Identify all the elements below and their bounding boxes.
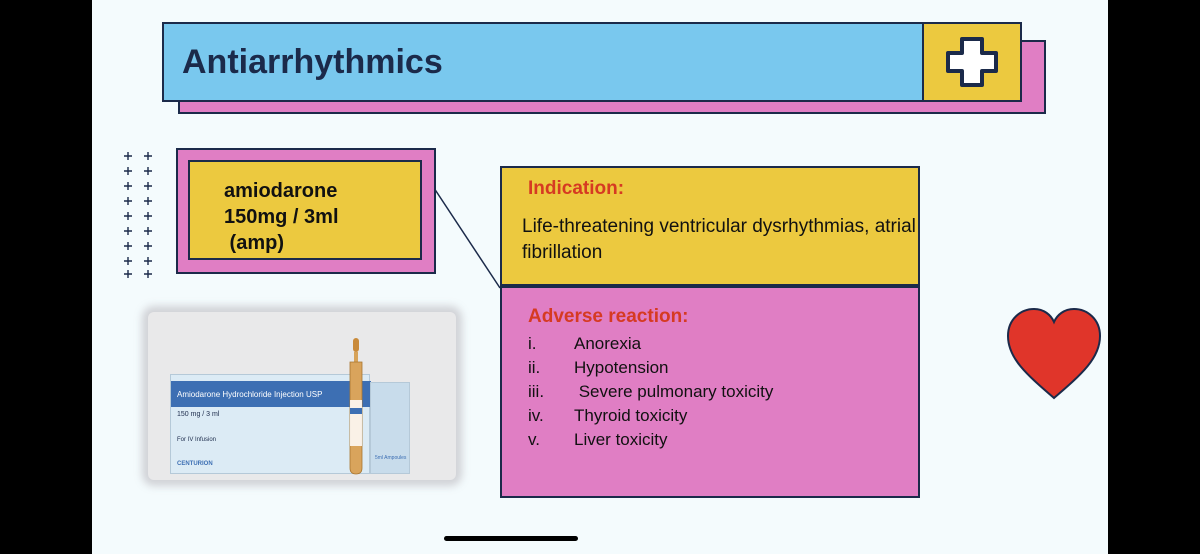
heart-icon xyxy=(1004,304,1104,404)
list-text: Liver toxicity xyxy=(574,430,668,449)
list-text: Thyroid toxicity xyxy=(574,406,688,425)
list-number: v. xyxy=(528,430,540,449)
list-item xyxy=(528,332,773,356)
product-box-route: For IV Infusion xyxy=(177,437,217,443)
list-item xyxy=(528,356,773,380)
list-item xyxy=(528,404,773,428)
product-box-label: Amiodarone Hydrochloride Injection USP xyxy=(177,390,323,399)
drug-name: amiodarone xyxy=(224,180,338,202)
indication-heading: Indication: xyxy=(528,178,625,199)
adverse-list xyxy=(528,332,773,452)
list-text: Severe pulmonary toxicity xyxy=(574,382,774,401)
list-number: ii. xyxy=(528,358,541,377)
product-box-brand: CENTURION xyxy=(177,461,213,467)
product-box-band xyxy=(171,381,371,407)
list-item xyxy=(528,380,773,404)
scroll-indicator[interactable] xyxy=(444,536,578,541)
indication-text: Life-threatening ventricular dysrhythmias, atrial fibrillation xyxy=(522,216,916,263)
slide xyxy=(92,0,1108,554)
list-item xyxy=(528,428,773,452)
ampoule-icon xyxy=(344,336,368,476)
product-photo xyxy=(148,312,456,480)
list-number: i. xyxy=(528,334,537,353)
product-box-side xyxy=(370,382,410,474)
list-number: iv. xyxy=(528,406,544,425)
list-text: Anorexia xyxy=(574,334,642,353)
drug-form: (amp) xyxy=(224,232,284,254)
drug-dose: 150mg / 3ml xyxy=(224,206,339,228)
product-box-side-label: 5ml Ampoules xyxy=(375,455,407,461)
product-box-dose: 150 mg / 3 ml xyxy=(177,411,220,418)
list-number: iii. xyxy=(528,382,545,401)
list-text: Hypotension xyxy=(574,358,669,377)
adverse-heading: Adverse reaction: xyxy=(528,306,689,327)
slide-title: Antiarrhythmics xyxy=(182,43,443,81)
product-box xyxy=(170,374,370,474)
drug-info xyxy=(224,178,339,256)
